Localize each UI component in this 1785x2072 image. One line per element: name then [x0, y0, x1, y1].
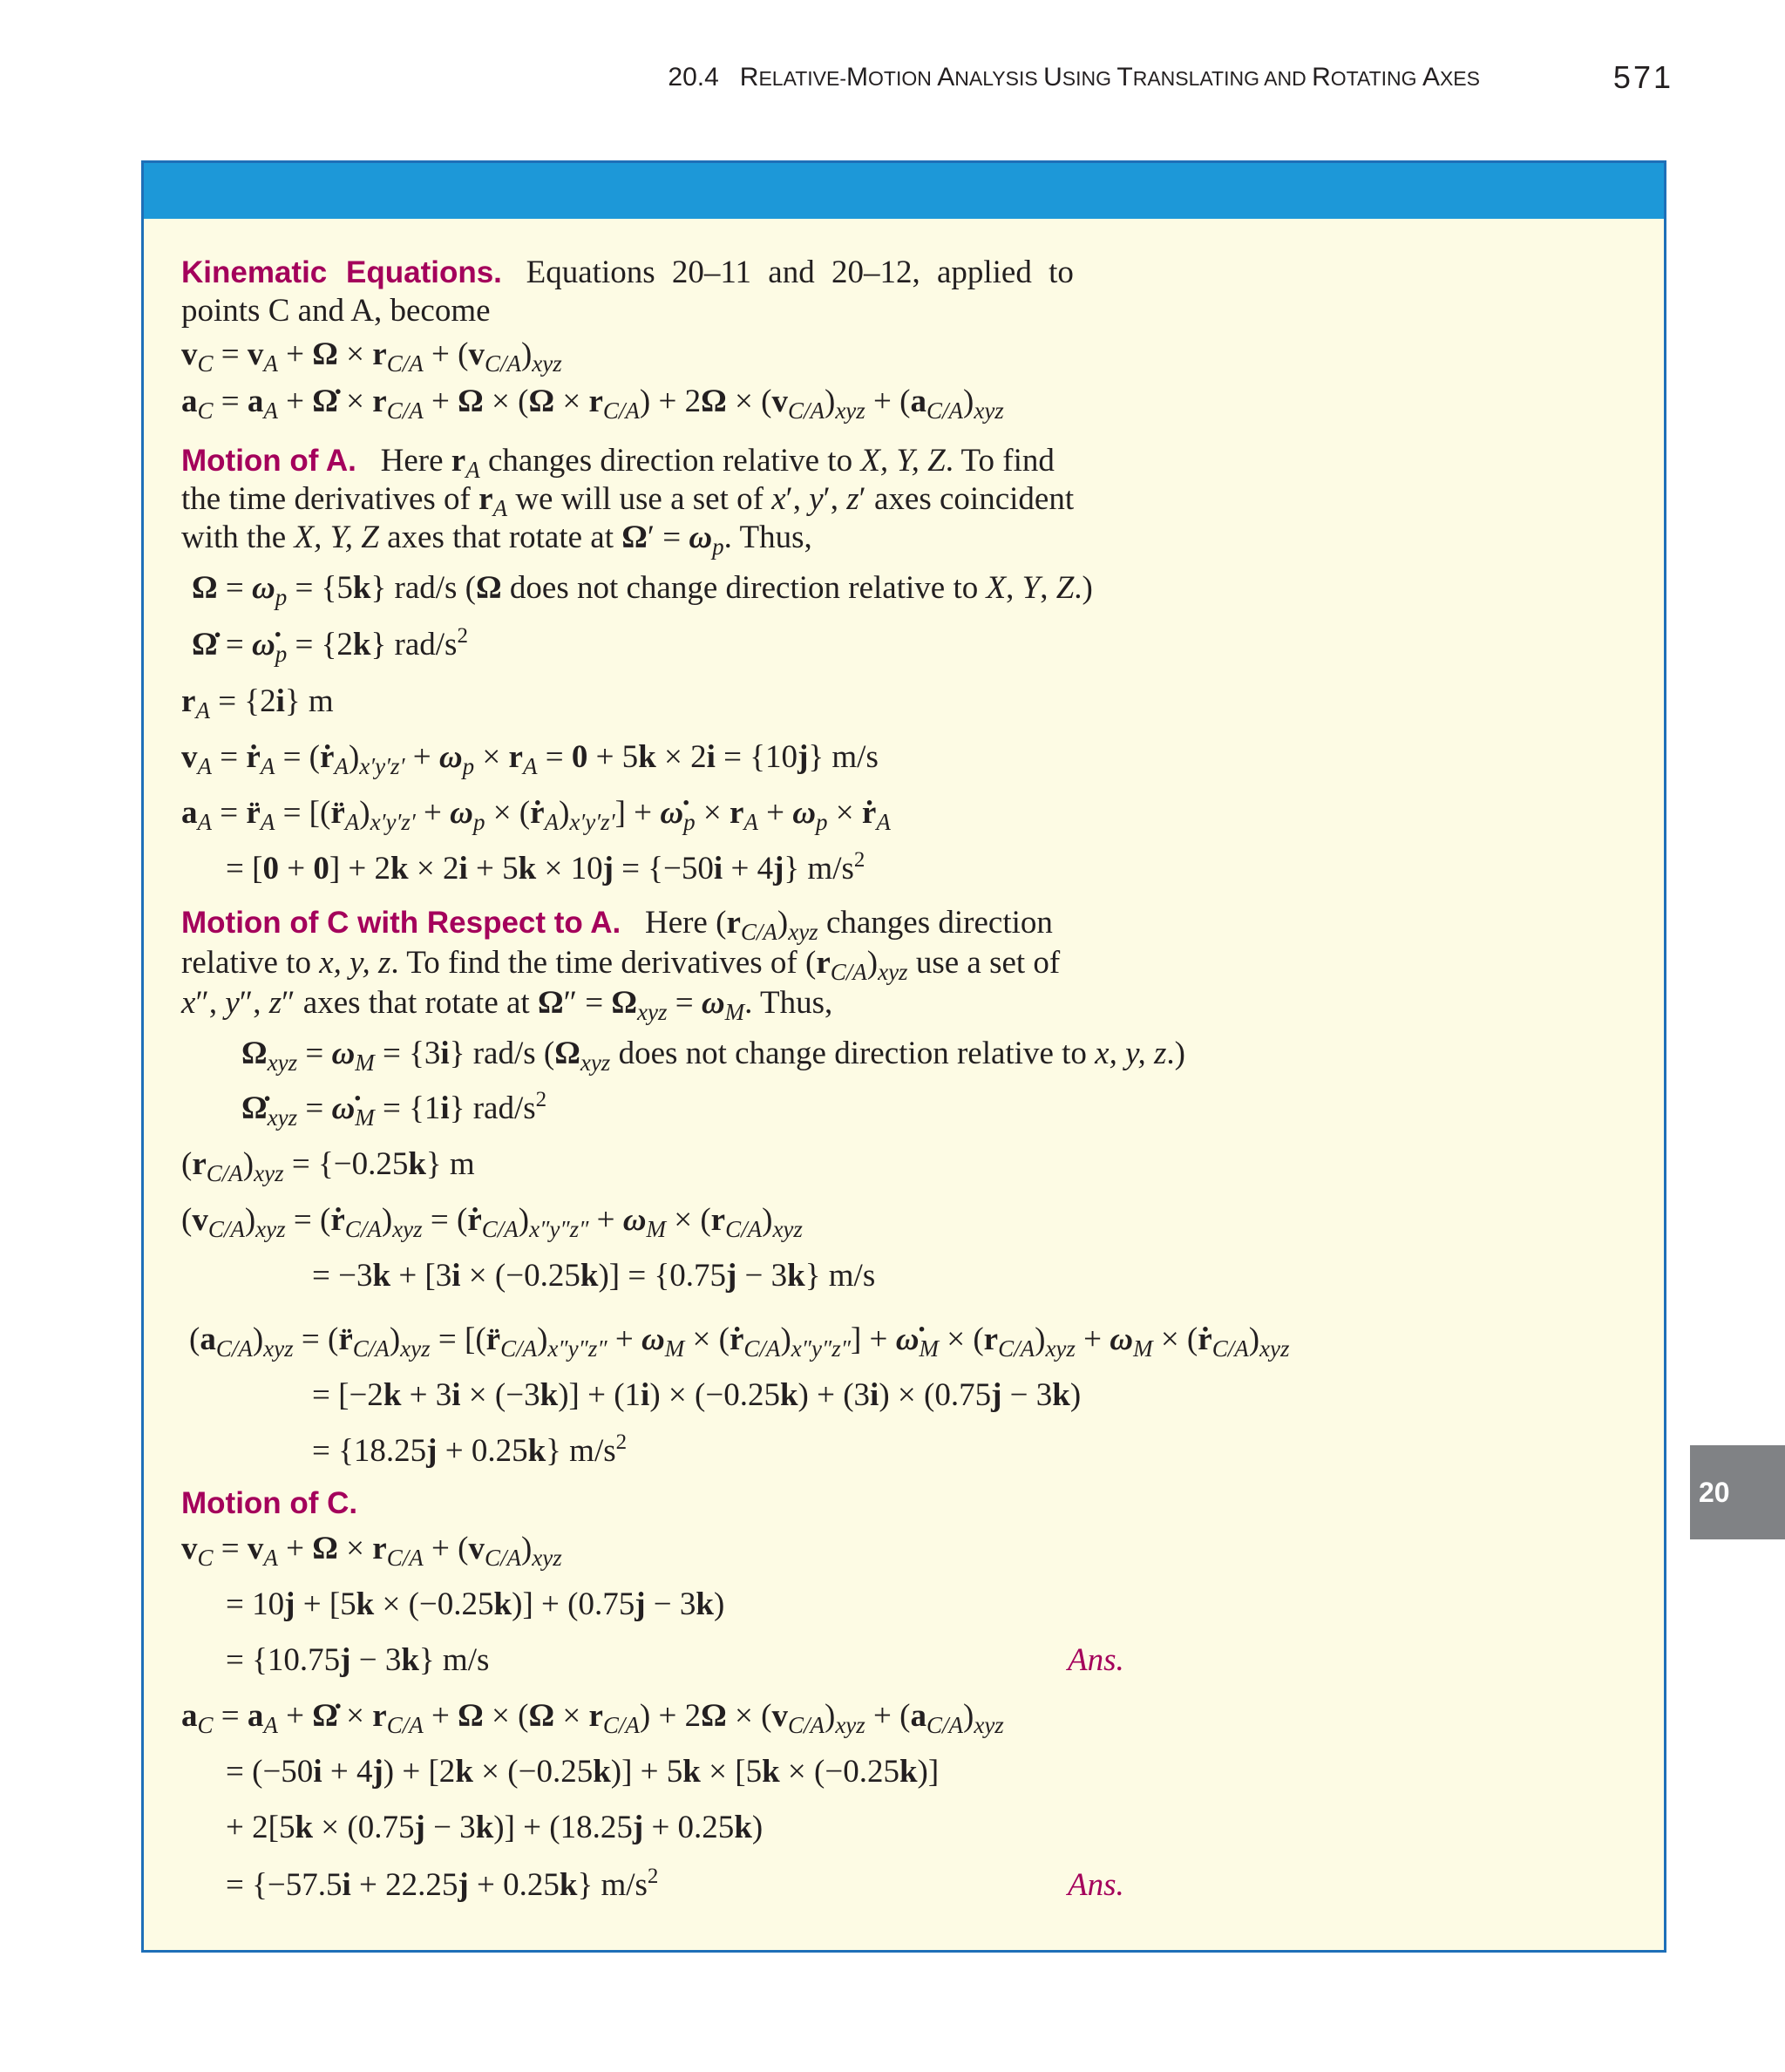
motion-ca-line-2: relative to x, y, z. To find the time derivatives of $(r_{C/A})_{xyz}$ use a set of: [181, 945, 1061, 985]
motion-a-line-3: with the X, Y, Z axes that rotate at $\Omega' = \omega_p$. Thus,: [181, 520, 812, 560]
heading-kinematic: Kinematic Equations.: [181, 255, 502, 289]
title-rest-2: NALYSIS: [954, 67, 1044, 90]
example-box: [141, 160, 1666, 1953]
section-number: 20.4: [668, 63, 719, 92]
title-rest-3: SING: [1062, 67, 1117, 90]
title-cap-5: R: [1312, 63, 1331, 92]
equation-omega-dot: Ω̇ = $\omegȧ_p = \{2k\}$ rad/$s^2$: [192, 624, 468, 667]
motion-a-line-2: the time derivatives of $r_A$ we will use a set of x′, y′, z′ axes coincident: [181, 481, 1075, 521]
equation-ac-result: = {−57.5i + 22.25j + 0.25k} $m/s^2$: [226, 1865, 659, 1903]
motion-ca-line-3: x″, y″, z″ axes that rotate at $\Omega'' = \Omega_{xyz} = \omega_M$. Thus,: [181, 985, 833, 1025]
motion-ca-line-1: Motion of C with Respect to A. Here $(r_{C/A})_{xyz}$ changes direction: [181, 905, 1053, 945]
equation-omega: $\Omega = \omega_p = \{5k\}$ rad/s (Ω does not change direction relative to X, Y, Z.): [192, 570, 1093, 610]
equation-vc-result: = {10.75j − 3k} m/s: [226, 1642, 490, 1678]
kinematic-text-1: Equations 20–11 and 20–12, applied to: [526, 255, 1074, 290]
motion-a-line-1: Motion of A. Here $r_A$ changes direction relative to X, Y, Z. To find: [181, 443, 1055, 483]
equation-omega-xyz-dot: $\Omegȧ_{xyz}$ = $\omegȧ_M = \{1i\}$ rad/$s^2$: [241, 1088, 547, 1131]
kinematic-line-2: points C and A, become: [181, 293, 491, 329]
equation-vca-result: = −3k + [3i × (−0.25k)] = {0.75j − 3k} m/s: [312, 1258, 876, 1294]
equation-omega-xyz: $\Omega_{xyz} = \omega_M = \{3i\}$ rad/s ($\Omega_{xyz}$ does not change direction relative to x, y, z.): [241, 1036, 1185, 1076]
title-cap-1: M: [846, 63, 869, 92]
kinematic-line-1: [181, 254, 1074, 292]
motion-c-line: [181, 1484, 357, 1523]
title-cap-2: A: [937, 63, 955, 92]
equation-aca-result: = {18.25j + 0.25k} $m/s^2$: [312, 1430, 628, 1469]
equation-ac-2: $a_C = a_A$ + Ω̇ × $r_{C/A} + \Omega \times (\Omega \times r_{C/A}) + 2\Omega \times (v_{C/A})_{xyz} + (a_{C/A})_{xyz}$: [181, 1698, 1004, 1738]
equation-vc: $v_C = v_A + \Omega \times r_{C/A} + (v_{C/A})_{xyz}$: [181, 336, 562, 377]
equation-aca: $(a_{C/A})_{xyz}$ = $(r̈_{C/A})_{xyz}$ = [$(r̈_{C/A})_{x''y''z''} + \omega_M$ × $(ṙ_{C/A})_{x''y''z''}$] + $\omegȧ_M \times (r_{C/A})_{xyz} + \omega_M$ × $(ṙ_{C/A})_{xyz}$: [189, 1321, 1290, 1362]
title-rest-0: ELATIVE-: [758, 67, 847, 90]
page-number: 571: [1612, 59, 1673, 95]
title-cap-6: A: [1422, 63, 1440, 92]
answer-label-vc: Ans.: [1068, 1642, 1124, 1678]
section-title-text: [740, 63, 1480, 92]
equation-ac-step-2: + 2[5k × (0.75j − 3k)] + (18.25j + 0.25k): [226, 1810, 764, 1845]
title-rest-4: RANSLATING AND: [1132, 67, 1313, 90]
heading-motion-c-wrt-a: Motion of C with Respect to A.: [181, 906, 621, 940]
equation-ac: $a_C = a_A$ + Ω̇ × $r_{C/A} + \Omega \times (\Omega \times r_{C/A}) + 2\Omega \times (v_{C/A})_{xyz} + (a_{C/A})_{xyz}$: [181, 384, 1004, 424]
title-cap-4: T: [1116, 63, 1133, 92]
heading-motion-a: Motion of A.: [181, 444, 356, 478]
equation-va: $v_A$ = ṙ$_A$ = $(ṙ_A)_{x'y'z'} + \omega_p \times r_A = 0 + 5k \times 2i = \{10j\}$ m/s: [181, 739, 879, 779]
equation-ra: $r_A = \{2i\}$ m: [181, 683, 334, 724]
section-title: [668, 63, 1480, 92]
equation-vc-2: $v_C = v_A + \Omega \times r_{C/A} + (v_{C/A})_{xyz}$: [181, 1531, 562, 1571]
equation-vc-step: = 10j + [5k × (−0.25k)] + (0.75j − 3k): [226, 1586, 725, 1622]
heading-motion-c: Motion of C.: [181, 1486, 358, 1520]
equation-vca: $(v_{C/A})_{xyz}$ = $(ṙ_{C/A})_{xyz}$ = $(ṙ_{C/A})_{x''y''z''} + \omega_M \times (r_{C/A})_{xyz}$: [181, 1202, 803, 1242]
example-box-header-bar: [144, 163, 1664, 219]
equation-ac-step-1: = (−50i + 4j) + [2k × (−0.25k)] + 5k × [5k × (−0.25k)]: [226, 1754, 940, 1790]
running-header: [0, 59, 1785, 103]
equation-aca-step: = [−2k + 3i × (−3k)] + (1i) × (−0.25k) + (3i) × (0.75j − 3k): [312, 1377, 1082, 1413]
title-rest-1: OTION: [868, 67, 938, 90]
chapter-tab: 20: [1690, 1445, 1785, 1539]
answer-label-ac: Ans.: [1068, 1867, 1124, 1903]
equation-aa-result: = [0 + 0] + 2k × 2i + 5k × 10j = {−50i + 4j} $m/s^2$: [226, 848, 865, 887]
equation-aa: $a_A$ = $r̈_A$ = [$(r̈_A)_{x'y'z'} + \omega_p$ × $(ṙ_A)_{x'y'z'}$] + $\omegȧ_p \times r_A + \omega_p$ × ṙ$_A$: [181, 795, 891, 835]
equation-rca: $(r_{C/A})_{xyz} = \{-0.25k\}$ m: [181, 1146, 475, 1186]
title-rest-6: XES: [1439, 67, 1480, 90]
title-cap-0: R: [739, 63, 759, 92]
title-rest-5: OTATING: [1330, 67, 1422, 90]
title-cap-3: U: [1043, 63, 1062, 92]
